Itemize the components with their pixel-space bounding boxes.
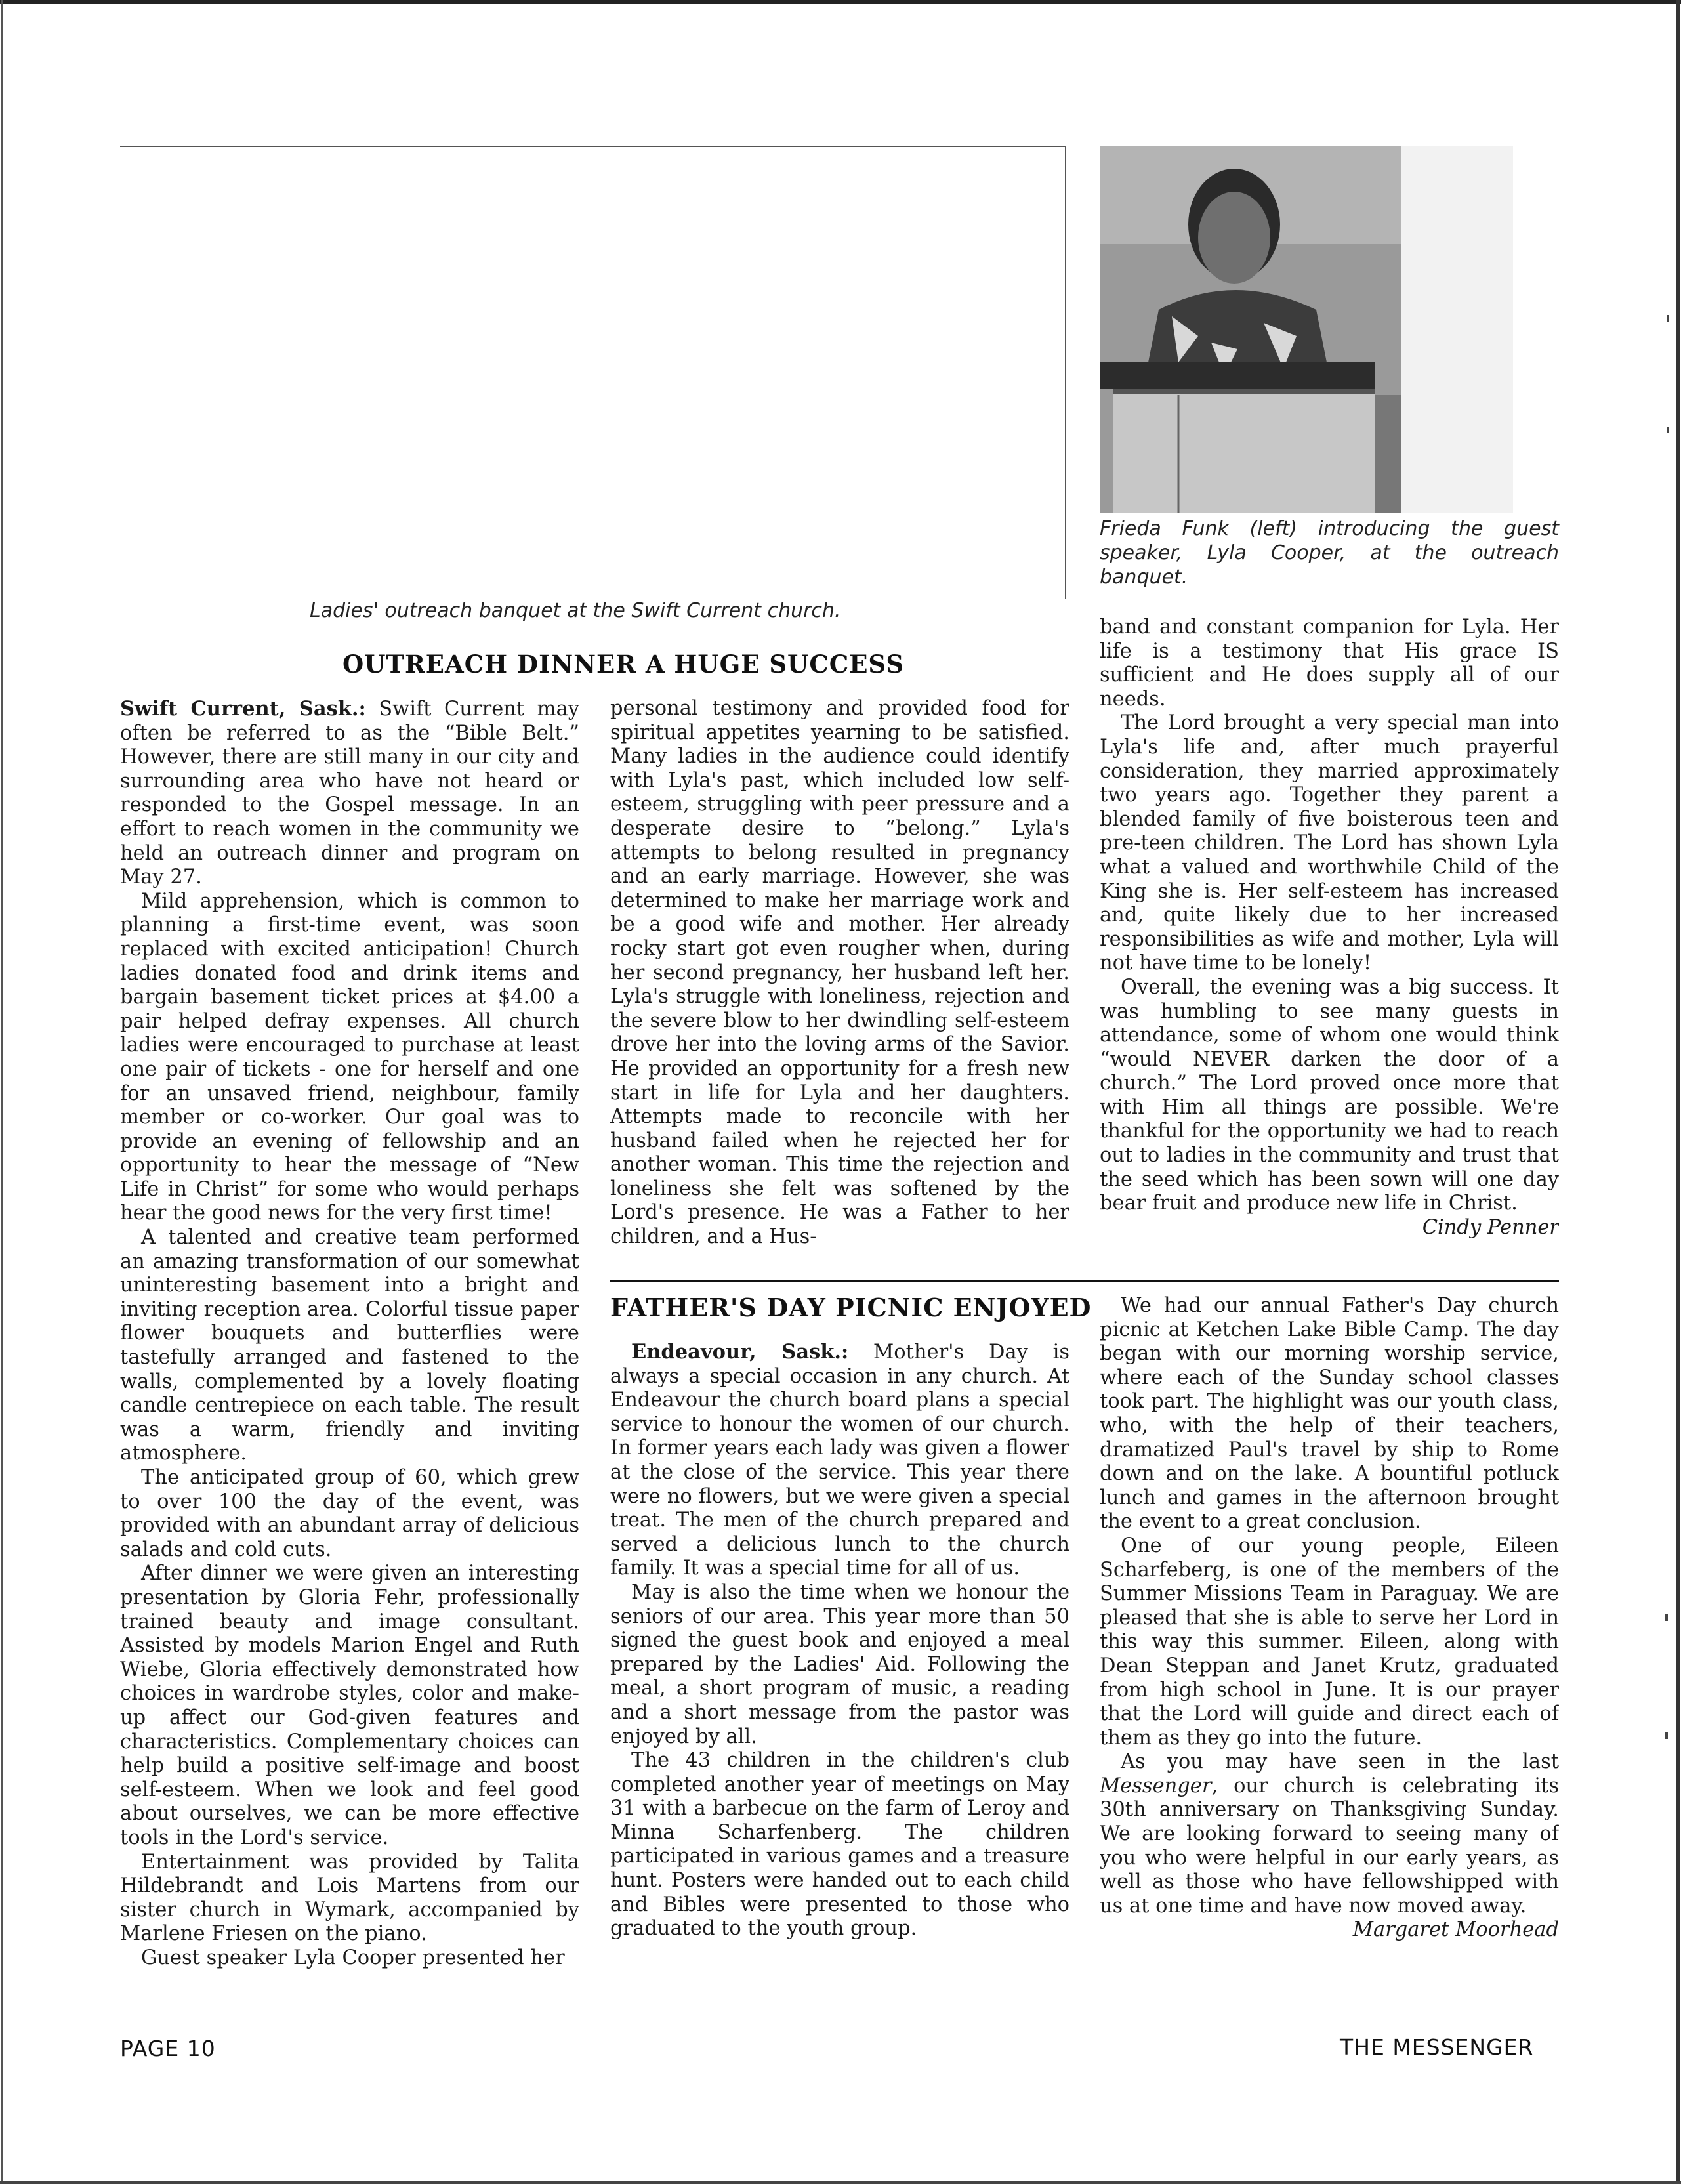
- article2-paragraph: We had our annual Father's Day church picnic at Ketchen Lake Bible Camp. The day began with our morning worship service, where each of the Sunday school classes took part. The highlight was our youth class, who, with the help of their teachers, dramatized Paul's travel by ship to Rome down and on the lake. A bountiful potluck lunch and games in the afternoon brought the event to a great conclusion.: [1100, 1294, 1559, 1534]
- scan-mark: [1665, 1614, 1668, 1621]
- article1-column1: [120, 697, 579, 2021]
- article1-paragraph: Mild apprehension, which is common to planning a first-time event, was soon replaced with excited anticipation! Church ladies donated food and drink items and bargain basement ticket prices at $4.00 a pair helped defray expenses. All church ladies were encouraged to purchase at least one pair of tickets - one for herself and one for an unsaved friend, neighbour, family member or co-worker. Our goal was to provide an evening of fellowship and an opportunity to hear the message of “New Life in Christ” for some who would perhaps hear the good news for the very first time!: [120, 889, 579, 1225]
- article1-paragraph: Overall, the evening was a big success. It was humbling to see many guests in attendance, some of whom one would think “would NEVER darken the door of a church.” The Lord proved once more that with Him all things are possible. We're thankful for the opportunity we had to reach out to ladies in the community and trust that the seed which has been sown will one day bear fruit and produce new life in Christ.: [1100, 975, 1559, 1215]
- article1-column2: [610, 697, 1069, 1274]
- page-edge-right: [1676, 0, 1680, 2184]
- page-edge-left: [1, 0, 3, 2184]
- scan-mark: [1667, 315, 1669, 322]
- article2-author: Margaret Moorhead: [1352, 1918, 1559, 1942]
- article2-paragraph-text: Mother's Day is always a special occasion in any church. At Endeavour the church board plans a special service to honour the women of our church. In former years each lady was given a flower at the close of the service. This year there were no flowers, but we were given a special treat. The men of the church prepared and served a delicious lunch to the church family. It was a special time for all of us.: [610, 1341, 1069, 1580]
- scan-mark: [1665, 1732, 1668, 1739]
- article1-paragraph: band and constant companion for Lyla. Her life is a testimony that His grace IS sufficient and He does supply all of our needs.: [1100, 616, 1559, 711]
- article2-column3: [1100, 1294, 1559, 2023]
- speaker-photo: [1100, 146, 1513, 513]
- banquet-photo-caption: Ladies' outreach banquet at the Swift Current church.: [310, 599, 841, 622]
- publication-name: Messenger: [1100, 1774, 1212, 1797]
- article1-headline: OUTREACH DINNER A HUGE SUCCESS: [342, 650, 905, 679]
- publication-title: THE MESSENGER: [1340, 2034, 1534, 2060]
- article2-headline: FATHER'S DAY PICNIC ENJOYED: [610, 1293, 1092, 1322]
- speaker-photo-image: [1100, 146, 1513, 513]
- article2-paragraph: [610, 1340, 1069, 1581]
- article2-paragraph-text: , our church is celebrating its 30th anniversary on Thanksgiving Sunday. We are looking forward to seeing many of you who were helpful in our early years, as well as those who have fellowshipped with us at one time and have now moved away.: [1100, 1774, 1559, 1918]
- article2-dateline: Endeavour, Sask.:: [631, 1340, 849, 1364]
- article2-column2: [610, 1340, 1069, 2026]
- article1-paragraph: Entertainment was provided by Talita Hildebrandt and Lois Martens from our sister church in Wymark, accompanied by Marlene Friesen on the piano.: [120, 1850, 579, 1946]
- article1-author: Cindy Penner: [1422, 1215, 1559, 1239]
- article1-paragraph: personal testimony and provided food for spiritual appetites yearning to be satisfied. Many ladies in the audience could identify with Lyla's past, which included low self-esteem, struggling with peer pressure and a desperate desire to “belong.” Lyla's attempts to belong resulted in pregnancy and an early marriage. However, she was determined to make her marriage work and be a good wife and mother. Her already rocky start got even rougher when, during her second pregnancy, her husband left her. Lyla's struggle with loneliness, rejection and the severe blow to her dwindling self-esteem drove her into the loving arms of the Savior. He provided an opportunity for a fresh new start in life for Lyla and her daughters. Attempts made to reconcile with her husband failed when he rejected her for another woman. This time the rejection and loneliness she felt was softened by the Lord's presence. He was a Father to her children, and a Hus-: [610, 697, 1069, 1249]
- article2-paragraph: May is also the time when we honour the seniors of our area. This year more than 50 signed the guest book and enjoyed a meal prepared by the Ladies' Aid. Following the meal, a short program of music, a reading and a short message from the pastor was enjoyed by all.: [610, 1580, 1069, 1748]
- article2-paragraph: [1100, 1750, 1559, 1918]
- article1-dateline: Swift Current, Sask.:: [120, 697, 366, 721]
- page-edge-top: [0, 0, 1681, 4]
- page-edge-bottom: [0, 2181, 1681, 2184]
- page-number: PAGE 10: [120, 2036, 216, 2061]
- article2-paragraph: The 43 children in the children's club completed another year of meetings on May 31 with a barbecue on the farm of Leroy and Minna Scharfenberg. The children participated in various games and a treasure hunt. Posters were handed out to each child and Bibles were presented to those who graduated to the youth group.: [610, 1749, 1069, 1941]
- article1-paragraph: The anticipated group of 60, which grew to over 100 the day of the event, was provided with an abundant array of delicious salads and cold cuts.: [120, 1466, 579, 1561]
- speaker-photo-caption: Frieda Funk (left) introducing the guest speaker, Lyla Cooper, at the outreach banquet.: [1100, 517, 1559, 589]
- article1-column3: [1100, 616, 1559, 1275]
- article2-paragraph-text: As you may have seen in the last: [1121, 1750, 1559, 1774]
- article1-paragraph: The Lord brought a very special man into Lyla's life and, after much prayerful consideration, they married approximately two years ago. Together they parent a blended family of five boisterous teen and pre-teen children. The Lord has shown Lyla what a valued and worthwhile Child of the King she is. Her self-esteem has increased and, quite likely due to her increased responsibilities as wife and mother, Lyla will not have time to be lonely!: [1100, 711, 1559, 975]
- article1-paragraph: After dinner we were given an interesting presentation by Gloria Fehr, professionally trained beauty and image consultant. Assisted by models Marion Engel and Ruth Wiebe, Gloria effectively demonstrated how choices in wardrobe styles, color and make-up affect our God-given features and characteristics. Complementary choices can help build a positive self-image and boost self-esteem. When we look and feel good about ourselves, we can be more effective tools in the Lord's service.: [120, 1562, 579, 1849]
- scan-mark: [1667, 427, 1669, 433]
- banquet-photo: [120, 146, 1066, 598]
- article2-paragraph: One of our young people, Eileen Scharfeberg, is one of the members of the Summer Missions Team in Paraguay. We are pleased that she is able to serve her Lord in this way this summer. Eileen, along with Dean Steppan and Janet Krutz, graduated from high school in June. It is our prayer that the Lord will guide and direct each of them as they go into the future.: [1100, 1534, 1559, 1750]
- article-divider: [610, 1280, 1559, 1282]
- article1-paragraph-text: Swift Current may often be referred to as the “Bible Belt.” However, there are still many in our city and surrounding area who have not heard or responded to the Gospel message. In an effort to reach women in the community we held an outreach dinner and program on May 27.: [120, 698, 579, 889]
- article1-paragraph: Guest speaker Lyla Cooper presented her: [141, 1946, 565, 1969]
- article1-paragraph: A talented and creative team performed an amazing transformation of our somewhat uninteresting basement into a bright and inviting reception area. Colorful tissue paper flower bouquets and butterflies were tastefully arranged and fastened to the walls, complemented by a lovely floating candle centrepiece on each table. The result was a warm, friendly and inviting atmosphere.: [120, 1226, 579, 1465]
- article1-paragraph: [120, 697, 579, 890]
